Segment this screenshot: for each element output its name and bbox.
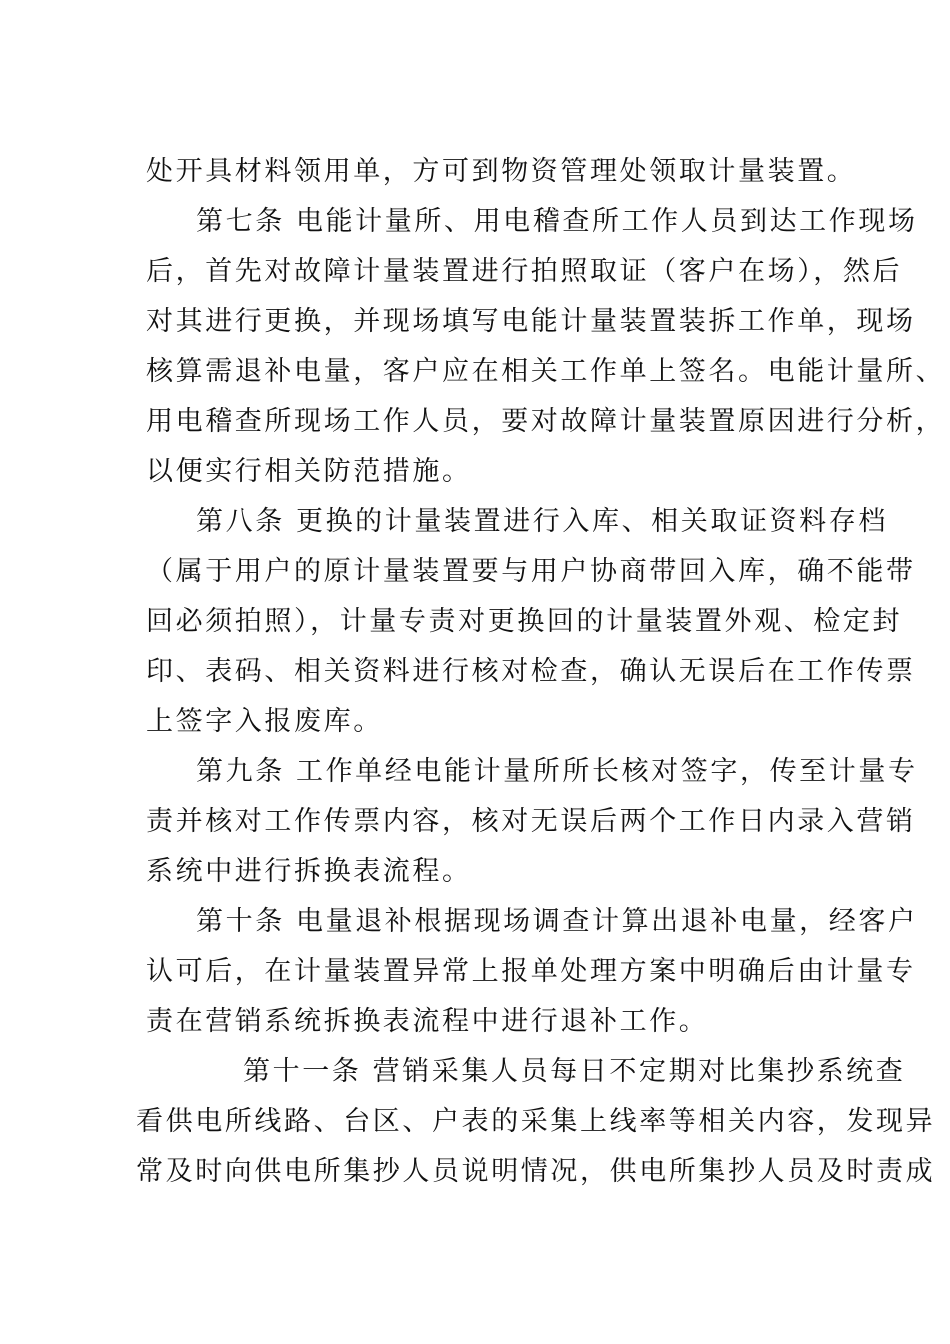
text-line: 对其进行更换，并现场填写电能计量装置装拆工作单，现场 [146, 306, 916, 337]
text-line: 以便实行相关防范措施。 [146, 456, 472, 487]
article-10-heading-line: 第十条 电量退补根据现场调查计算出退补电量，经客户 [196, 906, 918, 937]
text-line: 常及时向供电所集抄人员说明情况，供电所集抄人员及时责成 [136, 1156, 936, 1187]
article-11-heading-line: 第十一条 营销采集人员每日不定期对比集抄系统查 [243, 1056, 906, 1087]
text-line: 认可后，在计量装置异常上报单处理方案中明确后由计量专 [146, 956, 916, 987]
text-line: 核算需退补电量，客户应在相关工作单上签名。电能计量所、 [146, 356, 946, 387]
text-line: 用电稽查所现场工作人员，要对故障计量装置原因进行分析， [146, 406, 946, 437]
article-9-heading-line: 第九条 工作单经电能计量所所长核对签字，传至计量专 [196, 756, 918, 787]
text-line: 系统中进行拆换表流程。 [146, 856, 472, 887]
article-7-heading-line: 第七条 电能计量所、用电稽查所工作人员到达工作现场 [196, 206, 918, 237]
text-line: 处开具材料领用单，方可到物资管理处领取计量装置。 [146, 156, 857, 187]
text-line: 印、表码、相关资料进行核对检查，确认无误后在工作传票 [146, 656, 916, 687]
text-line: （属于用户的原计量装置要与用户协商带回入库，确不能带 [146, 556, 916, 587]
text-line: 责在营销系统拆换表流程中进行退补工作。 [146, 1006, 709, 1037]
text-line: 回必须拍照），计量专责对更换回的计量装置外观、检定封 [146, 606, 903, 637]
text-line: 责并核对工作传票内容，核对无误后两个工作日内录入营销 [146, 806, 916, 837]
text-line: 上签字入报废库。 [146, 706, 383, 737]
article-8-heading-line: 第八条 更换的计量装置进行入库、相关取证资料存档 [196, 506, 888, 537]
text-line: 后，首先对故障计量装置进行拍照取证（客户在场），然后 [146, 256, 903, 287]
text-line: 看供电所线路、台区、户表的采集上线率等相关内容，发现异 [136, 1106, 936, 1137]
